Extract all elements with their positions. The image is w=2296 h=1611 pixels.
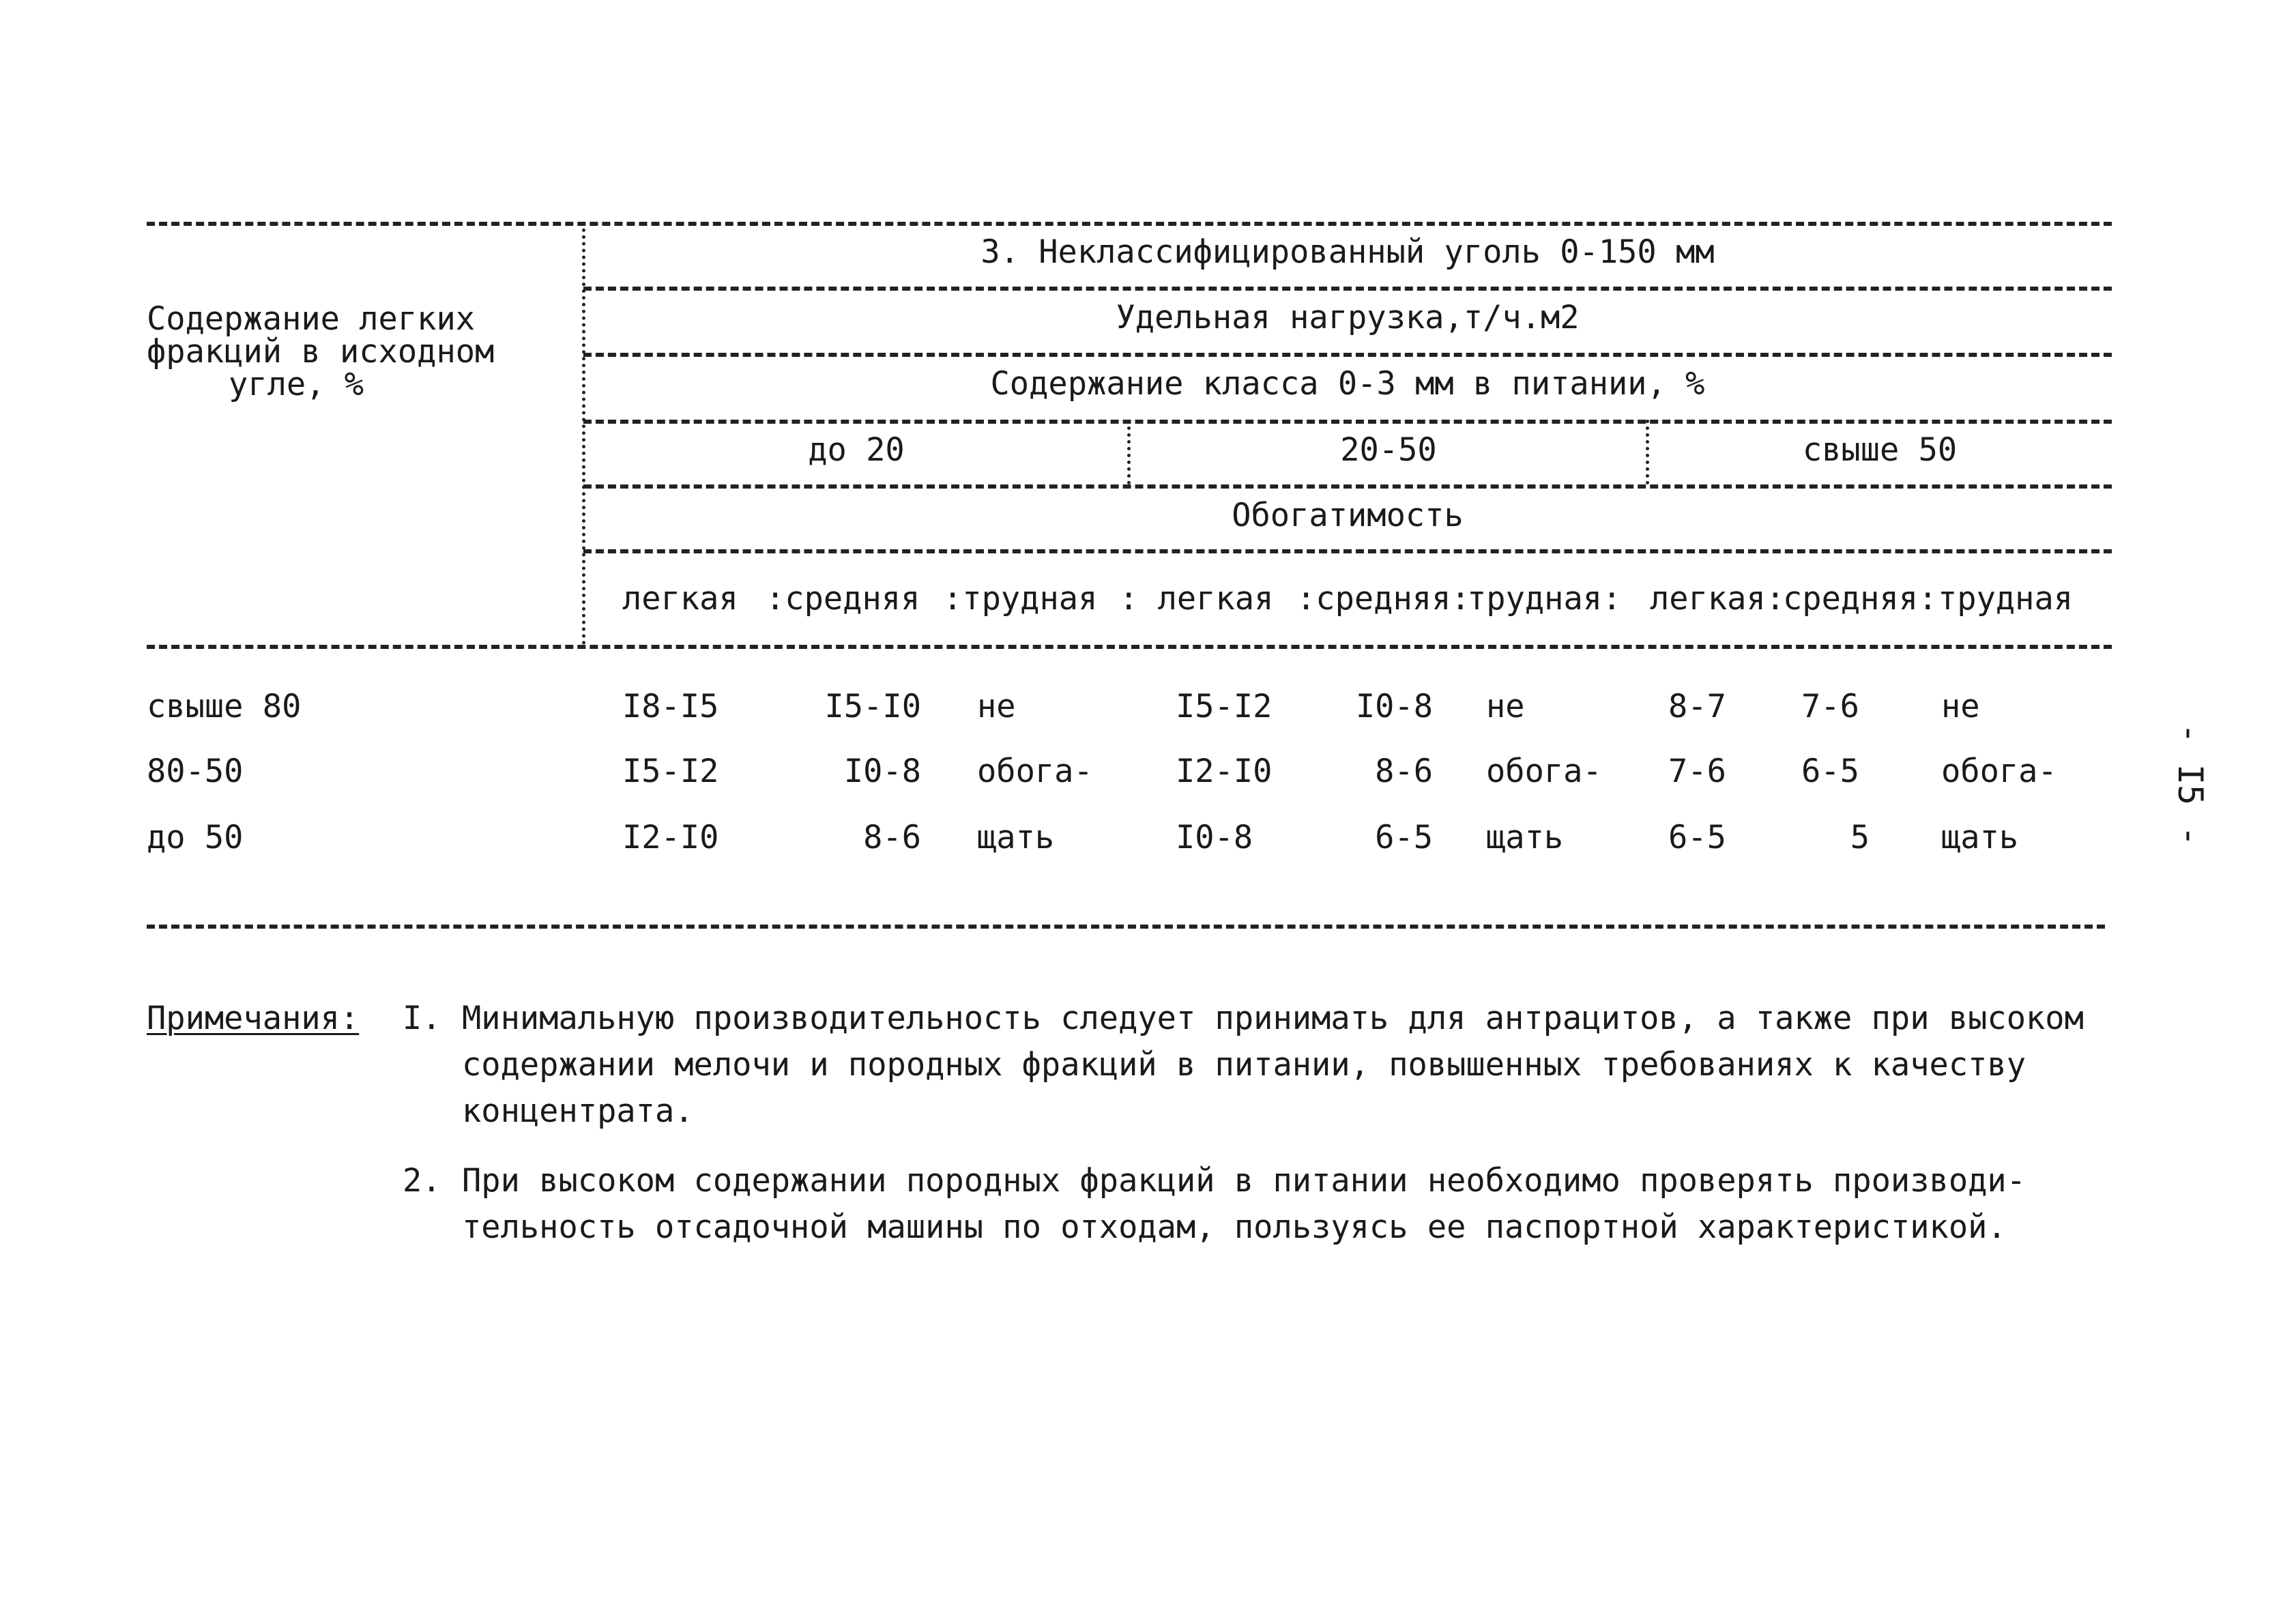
washability-label: Обогатимость [1232, 497, 1464, 534]
table-cell: I0-8 [843, 753, 921, 790]
table-cell: 8-7 [1668, 688, 1726, 725]
note-line: Минимальную производительность следует принимать для антрацитов, а также при высоком [462, 1000, 2084, 1037]
row-header-line-2: фракций в исходном [147, 333, 495, 371]
row-label: до 50 [147, 819, 244, 856]
washability-level: трудная: [1467, 580, 1622, 618]
washability-level: легкая: [1650, 580, 1786, 618]
rule-under-groups [583, 484, 2112, 489]
table-cell: 8-6 [863, 819, 921, 856]
table-cell: 7-6 [1801, 688, 1859, 725]
rule-header-bottom [147, 645, 2112, 649]
table-cell: щать [977, 819, 1055, 856]
note-line: При высоком содержании породных фракций в питании необходимо проверять производи- [462, 1162, 2026, 1200]
table-cell: не [1486, 688, 1525, 725]
vline-header-left [582, 222, 585, 645]
washability-level: средняя: [1783, 580, 1938, 618]
table-cell: I2-I0 [1176, 753, 1273, 790]
class-group-over-50: свыше 50 [1802, 431, 1958, 469]
page-number [2149, 710, 2231, 860]
table-cell: не [977, 688, 1016, 725]
table-cell: щать [1486, 819, 1564, 856]
notes-heading: Примечания: [147, 1000, 360, 1037]
load-label: Удельная нагрузка,т/ч.м2 [1116, 299, 1580, 336]
note-line: концентрата. [462, 1092, 694, 1130]
note-number: I. [403, 1000, 441, 1037]
class-group-upto-20: до 20 [808, 431, 905, 469]
note-line: содержании мелочи и породных фракций в питании, повышенных требованиях к качеству [462, 1046, 2026, 1084]
rule-under-load [583, 353, 2112, 357]
table-cell: обога- [1486, 753, 1602, 790]
table-cell: I5-I2 [622, 753, 719, 790]
washability-level: :средняя: [1296, 580, 1470, 618]
note-line: тельность отсадочной машины по отходам, пользуясь ее паспортной характеристикой. [462, 1208, 2007, 1246]
rule-top [147, 222, 2112, 226]
table-title: 3. Неклассифицированный уголь 0-150 мм [980, 233, 1715, 271]
table-cell: не [1941, 688, 1980, 725]
row-header-line-3: угле, % [229, 366, 364, 403]
note-number: 2. [403, 1162, 441, 1200]
washability-level: : легкая [1119, 580, 1274, 618]
rule-table-bottom [147, 925, 2105, 929]
washability-level: легкая [622, 580, 738, 618]
table-cell: I5-I2 [1176, 688, 1273, 725]
page-number-text: - I5 - [2170, 723, 2210, 847]
table-cell: обога- [1941, 753, 2057, 790]
row-header-line-1: Содержание легких [147, 300, 476, 338]
table-cell: 6-5 [1668, 819, 1726, 856]
rule-under-washability [583, 549, 2112, 553]
rule-under-class [583, 420, 2112, 424]
table-cell: I0-8 [1176, 819, 1253, 856]
row-label: 80-50 [147, 753, 244, 790]
vline-group-2 [1646, 420, 1649, 484]
table-cell: 5 [1850, 819, 1870, 856]
class-label: Содержание класса 0-3 мм в питании, % [990, 365, 1705, 403]
table-cell: обога- [977, 753, 1093, 790]
table-cell: I0-8 [1355, 688, 1433, 725]
washability-level: :средняя [766, 580, 920, 618]
table-cell: 6-5 [1375, 819, 1433, 856]
washability-level: :трудная [943, 580, 1098, 618]
table-cell: I2-I0 [622, 819, 719, 856]
table-cell: I8-I5 [622, 688, 719, 725]
table-cell: щать [1941, 819, 2019, 856]
vline-group-1 [1127, 420, 1131, 484]
rule-under-title [583, 287, 2112, 291]
washability-level: трудная [1938, 580, 2074, 618]
table-cell: 8-6 [1375, 753, 1433, 790]
table-cell: 6-5 [1801, 753, 1859, 790]
table-cell: I5-I0 [824, 688, 921, 725]
class-group-20-50: 20-50 [1340, 431, 1437, 469]
row-label: свыше 80 [147, 688, 302, 725]
table-cell: 7-6 [1668, 753, 1726, 790]
